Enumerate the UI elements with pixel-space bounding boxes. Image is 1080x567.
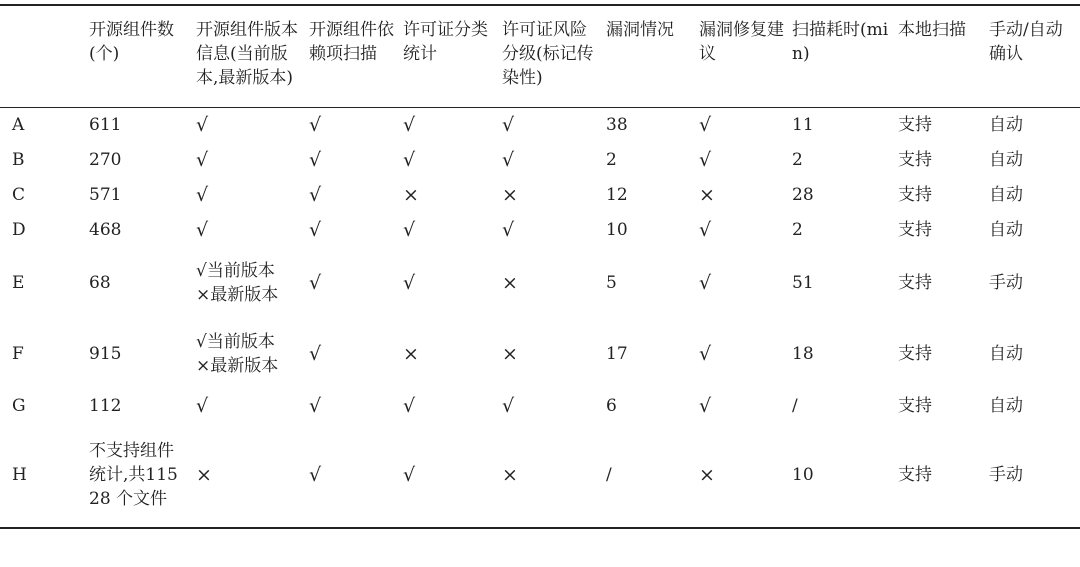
fix-advice-cell: √	[699, 113, 712, 136]
license-stats-cell: ×	[403, 183, 419, 206]
license-risk-cell: ×	[502, 342, 518, 365]
dependency-scan-cell: √	[309, 183, 322, 206]
scan-time-cell: 51	[792, 272, 814, 293]
scan-time-cell: 18	[792, 343, 814, 364]
vulnerabilities-cell: 38	[606, 114, 628, 135]
table-row	[0, 212, 1080, 247]
dependency-scan-cell: √	[309, 148, 322, 171]
component-count-cell: 611	[89, 114, 122, 135]
version-info-cell	[192, 318, 305, 389]
vulnerabilities-cell: 17	[606, 343, 628, 364]
dependency-scan-cell: √	[309, 394, 322, 417]
table-row	[0, 142, 1080, 177]
license-risk-cell: √	[502, 394, 515, 417]
local-scan-cell: 支持	[898, 114, 932, 135]
vulnerabilities-cell: 10	[606, 219, 628, 240]
header-version-info: 开源组件版本信息(当前版本,最新版本)	[196, 20, 298, 88]
header-corner	[0, 5, 85, 107]
license-stats-cell: √	[403, 463, 416, 486]
header-dependency-scan: 开源组件依赖项扫描	[309, 20, 394, 64]
fix-advice-cell: ×	[699, 463, 715, 486]
dependency-scan-cell: √	[309, 463, 322, 486]
row-label: F	[12, 343, 24, 364]
fix-advice-cell: √	[699, 394, 712, 417]
fix-advice-cell: √	[699, 342, 712, 365]
latest-version-status: ×最新版本	[196, 284, 279, 305]
table-row	[0, 318, 1080, 389]
header-license-risk: 许可证风险分级(标记传染性)	[502, 20, 594, 88]
row-label: D	[12, 219, 26, 240]
current-version-status: √当前版本	[196, 331, 275, 352]
scan-time-cell: 10	[792, 464, 814, 485]
vulnerabilities-cell: /	[606, 464, 612, 485]
confirmation-cell: 自动	[989, 114, 1023, 135]
component-count-cell: 不支持组件统计,共11528 个文件	[89, 440, 178, 509]
version-info-cell: √	[196, 183, 209, 206]
table-row	[0, 422, 1080, 528]
version-info-cell	[192, 247, 305, 318]
component-count-cell: 68	[89, 272, 111, 293]
local-scan-cell: 支持	[898, 343, 932, 364]
license-risk-cell: √	[502, 148, 515, 171]
license-risk-cell: √	[502, 218, 515, 241]
table-row	[0, 247, 1080, 318]
vulnerabilities-cell: 12	[606, 184, 628, 205]
header-license-stats: 许可证分类统计	[403, 20, 488, 64]
component-count-cell: 571	[89, 184, 122, 205]
version-info-cell: √	[196, 394, 209, 417]
current-version-status: √当前版本	[196, 260, 275, 281]
row-label: A	[12, 114, 25, 135]
license-stats-cell: √	[403, 271, 416, 294]
license-stats-cell: ×	[403, 342, 419, 365]
comparison-table	[0, 4, 1080, 529]
table-row	[0, 107, 1080, 142]
row-label: G	[12, 395, 26, 416]
table-row	[0, 177, 1080, 212]
local-scan-cell: 支持	[898, 184, 932, 205]
fix-advice-cell: √	[699, 148, 712, 171]
dependency-scan-cell: √	[309, 271, 322, 294]
component-count-cell: 112	[89, 395, 122, 416]
row-label: E	[12, 272, 25, 293]
component-count-cell: 915	[89, 343, 122, 364]
local-scan-cell: 支持	[898, 395, 932, 416]
license-risk-cell: ×	[502, 271, 518, 294]
confirmation-cell: 手动	[989, 464, 1023, 485]
header-local-scan: 本地扫描	[898, 20, 966, 40]
confirmation-cell: 自动	[989, 149, 1023, 170]
local-scan-cell: 支持	[898, 219, 932, 240]
vulnerabilities-cell: 2	[606, 149, 617, 170]
header-fix-advice: 漏洞修复建议	[699, 20, 784, 64]
local-scan-cell: 支持	[898, 149, 932, 170]
dependency-scan-cell: √	[309, 113, 322, 136]
scan-time-cell: 11	[792, 114, 814, 135]
license-stats-cell: √	[403, 218, 416, 241]
row-label: B	[12, 149, 25, 170]
license-risk-cell: √	[502, 113, 515, 136]
confirmation-cell: 手动	[989, 272, 1023, 293]
vulnerabilities-cell: 6	[606, 395, 617, 416]
license-stats-cell: √	[403, 113, 416, 136]
local-scan-cell: 支持	[898, 272, 932, 293]
license-stats-cell: √	[403, 394, 416, 417]
fix-advice-cell: √	[699, 218, 712, 241]
component-count-cell: 468	[89, 219, 122, 240]
license-risk-cell: ×	[502, 183, 518, 206]
confirmation-cell: 自动	[989, 395, 1023, 416]
version-info-cell: √	[196, 218, 209, 241]
header-scan-time: 扫描耗时(min)	[792, 20, 889, 64]
version-info-cell: ×	[196, 463, 212, 486]
component-count-cell: 270	[89, 149, 122, 170]
confirmation-cell: 自动	[989, 343, 1023, 364]
latest-version-status: ×最新版本	[196, 355, 279, 376]
scan-time-cell: 2	[792, 149, 803, 170]
local-scan-cell: 支持	[898, 464, 932, 485]
header-confirmation: 手动/自动确认	[989, 20, 1063, 64]
license-risk-cell: ×	[502, 463, 518, 486]
scan-time-cell: 28	[792, 184, 814, 205]
fix-advice-cell: ×	[699, 183, 715, 206]
row-label: H	[12, 464, 27, 485]
row-label: C	[12, 184, 26, 205]
version-info-cell: √	[196, 113, 209, 136]
header-vulnerabilities: 漏洞情况	[606, 20, 674, 40]
vulnerabilities-cell: 5	[606, 272, 617, 293]
fix-advice-cell: √	[699, 271, 712, 294]
dependency-scan-cell: √	[309, 342, 322, 365]
table-row	[0, 389, 1080, 422]
header-component-count: 开源组件数(个)	[89, 20, 174, 64]
confirmation-cell: 自动	[989, 219, 1023, 240]
dependency-scan-cell: √	[309, 218, 322, 241]
license-stats-cell: √	[403, 148, 416, 171]
scan-time-cell: 2	[792, 219, 803, 240]
scan-time-cell: /	[792, 395, 798, 416]
confirmation-cell: 自动	[989, 184, 1023, 205]
table-header-row	[0, 5, 1080, 107]
version-info-cell: √	[196, 148, 209, 171]
